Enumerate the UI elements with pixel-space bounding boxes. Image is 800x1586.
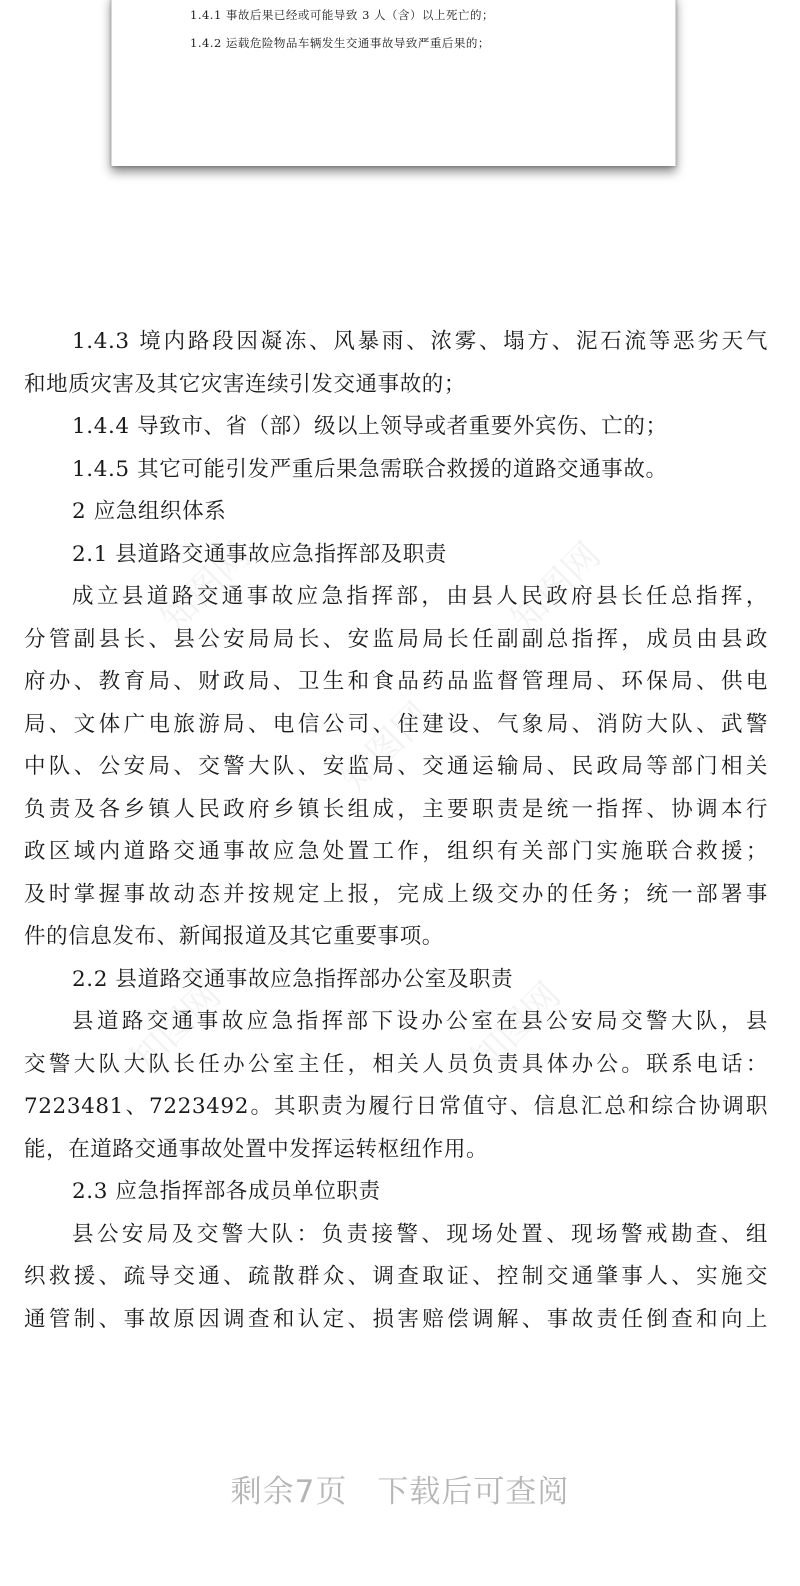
doc-line: 件的信息发布、新闻报道及其它重要事项。 xyxy=(24,924,444,949)
doc-line: 局、文体广电旅游局、电信公司、住建设、气象局、消防大队、武警 xyxy=(24,711,768,737)
watermark: 知图网 xyxy=(503,534,609,641)
doc-line: 中队、公安局、交警大队、安监局、交通运输局、民政局等部门相关 xyxy=(24,754,768,779)
download-to-view-text: 下载后可查阅 xyxy=(377,1474,570,1510)
doc-line: 成立县道路交通事故应急指挥部，由县人民政府县长任总指挥， xyxy=(72,584,768,609)
doc-line: 负责及各乡镇人民政府乡镇长组成，主要职责是统一指挥、协调本行 xyxy=(24,796,768,822)
page-preview-card xyxy=(111,0,676,166)
download-prompt[interactable] xyxy=(0,1466,800,1511)
doc-line: 及时掌握事故动态并按规定上报，完成上级交办的任务；统一部署事 xyxy=(24,881,768,907)
doc-line: 通管制、事故原因调查和认定、损害赔偿调解、事故责任倒查和向上 xyxy=(24,1306,768,1332)
doc-line: 政区域内道路交通事故应急处置工作，组织有关部门实施联合救援； xyxy=(24,839,768,864)
watermark: 知图网 xyxy=(333,694,439,801)
watermark: 知图网 xyxy=(463,974,569,1081)
watermark: 知图网 xyxy=(153,534,259,641)
doc-line: 能，在道路交通事故处置中发挥运转枢纽作用。 xyxy=(24,1136,489,1162)
doc-line: 1.4.5 其它可能引发严重后果急需联合救援的道路交通事故。 xyxy=(72,456,668,482)
doc-line: 分管副县长、县公安局局长、安监局局长任副副总指挥，成员由县政 xyxy=(24,626,768,652)
doc-line: 县公安局及交警大队：负责接警、现场处置、现场警戒勘查、组 xyxy=(72,1221,768,1247)
preview-line-1: 1.4.1 事故后果已经或可能导致 3 人（含）以上死亡的； xyxy=(190,8,495,22)
doc-line: 7223481、7223492。其职责为履行日常值守、信息汇总和综合协调职 xyxy=(24,1094,768,1119)
doc-line: 1.4.4 导致市、省（部）级以上领导或者重要外宾伤、亡的； xyxy=(72,414,668,439)
remaining-pages-text: 剩余7页 xyxy=(230,1474,348,1510)
doc-line: 县道路交通事故应急指挥部下设办公室在县公安局交警大队，县 xyxy=(72,1009,768,1034)
section-heading: 2.2 县道路交通事故应急指挥部办公室及职责 xyxy=(72,966,514,992)
watermark: 知图网 xyxy=(123,974,229,1081)
doc-line: 1.4.3 境内路段因凝冻、风暴雨、浓雾、塌方、泥石流等恶劣天气 xyxy=(72,329,768,354)
doc-line: 府办、教育局、财政局、卫生和食品药品监督管理局、环保局、供电 xyxy=(24,669,768,694)
section-heading: 2 应急组织体系 xyxy=(72,499,227,524)
section-heading: 2.3 应急指挥部各成员单位职责 xyxy=(72,1179,381,1204)
section-heading: 2.1 县道路交通事故应急指挥部及职责 xyxy=(72,541,447,567)
doc-line: 织救援、疏导交通、疏散群众、调查取证、控制交通肇事人、实施交 xyxy=(24,1264,768,1289)
doc-line: 和地质灾害及其它灾害连续引发交通事故的； xyxy=(24,371,467,397)
document-body xyxy=(24,321,768,1341)
preview-line-2: 1.4.2 运载危险物品车辆发生交通事故导致严重后果的； xyxy=(190,36,490,50)
doc-line: 交警大队大队长任办公室主任，相关人员负责具体办公。联系电话： xyxy=(24,1051,768,1077)
